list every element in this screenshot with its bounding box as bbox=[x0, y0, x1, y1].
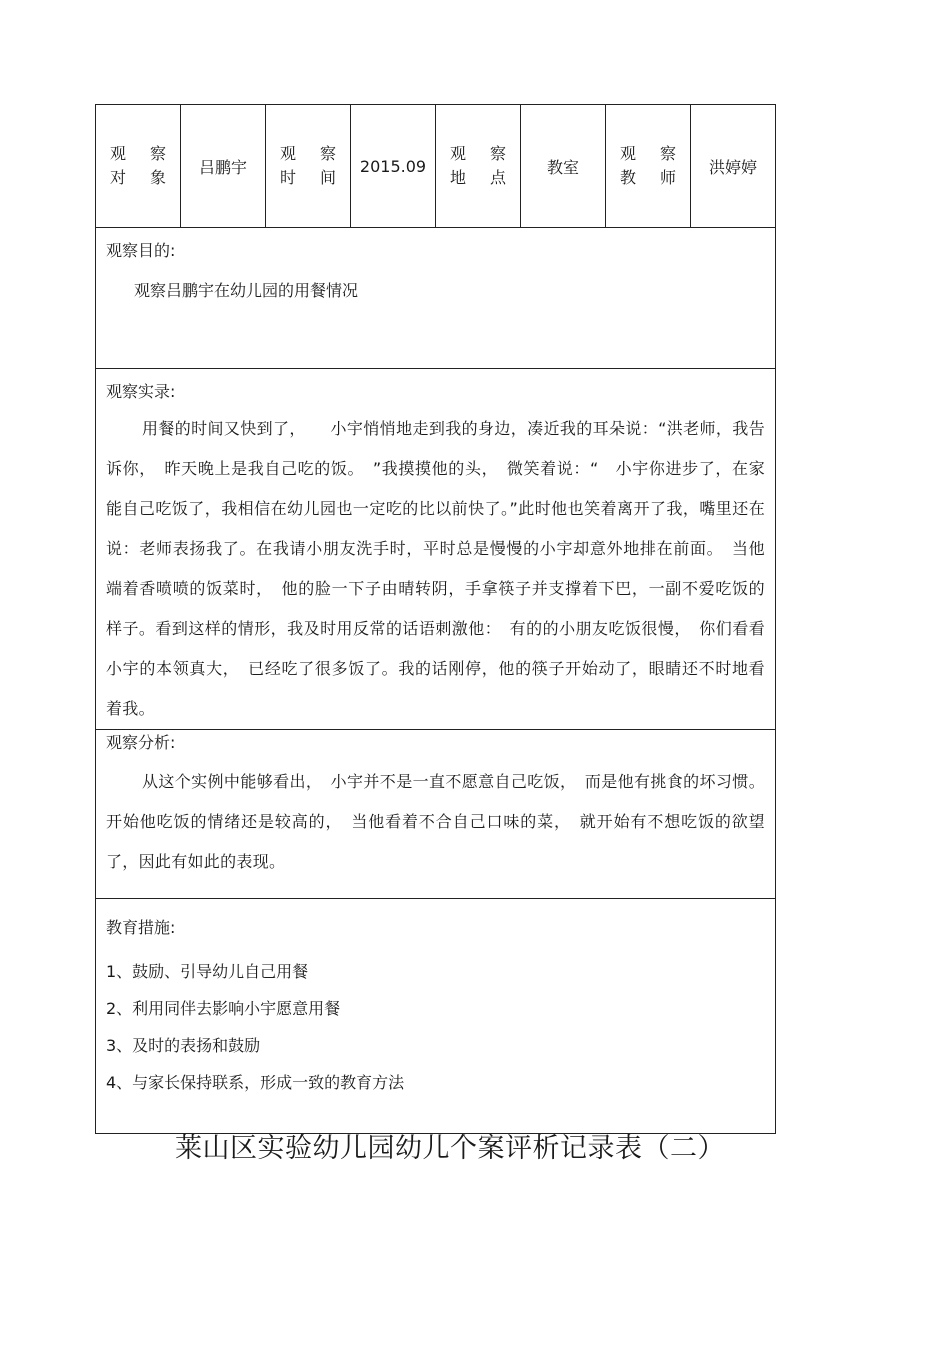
subject-label-char: 观 bbox=[110, 144, 127, 163]
teacher-label-char: 师 bbox=[659, 168, 676, 187]
record-row bbox=[96, 369, 776, 730]
case-record-table bbox=[95, 104, 776, 1134]
measures-title: 教育措施: bbox=[106, 918, 176, 937]
measures-section bbox=[96, 899, 776, 1134]
place-label-char: 点 bbox=[489, 168, 506, 187]
place-label-char: 观 bbox=[450, 144, 467, 163]
subject-label bbox=[110, 142, 166, 190]
teacher-value: 洪婷婷 bbox=[691, 105, 776, 228]
place-label-cell bbox=[436, 105, 521, 228]
time-label-char: 察 bbox=[319, 144, 336, 163]
analysis-row bbox=[96, 730, 776, 899]
place-label-char: 察 bbox=[489, 144, 506, 163]
time-label-cell bbox=[266, 105, 351, 228]
teacher-label-cell bbox=[606, 105, 691, 228]
measure-item: 4、与家长保持联系，形成一致的教育方法 bbox=[106, 1073, 405, 1092]
time-label-char: 间 bbox=[319, 168, 336, 187]
measure-item: 2、利用同伴去影响小宇愿意用餐 bbox=[106, 999, 341, 1018]
analysis-title: 观察分析: bbox=[106, 733, 176, 752]
subject-label-char: 对 bbox=[110, 168, 127, 187]
analysis-section bbox=[96, 730, 776, 899]
document-title: 莱山区实验幼儿园幼儿个案评析记录表（二） bbox=[175, 1133, 725, 1164]
record-title: 观察实录: bbox=[106, 382, 176, 401]
record-body: 用餐的时间又快到了， 小宇悄悄地走到我的身边，凑近我的耳朵说：“洪老师，我告诉你， 昨天晚上是我自己吃的饭。 ”我摸摸他的头， 微笑着说：“ 小宇你进步了，在家能自己吃饭了，我相信在幼儿园也一定吃的比以前快了。”此时他也笑着离开了我，嘴里还在说：老师表扬我了。在我请小朋友洗手时，平时总是慢慢的小宇却意外地排在前面。 当他端着香喷喷的饭菜时， 他的脸一下子由晴转阴，手拿筷子并支撑着下巴，一副不爱吃饭的样子。看到这样的情形，我及时用反常的话语刺激他： 有的的小朋友吃饭很慢， 你们看看小宇的本领真大， 已经吃了很多饭了。我的话刚停，他的筷子开始动了，眼睛还不时地看着我。 bbox=[106, 419, 765, 718]
analysis-body: 从这个实例中能够看出， 小宇并不是一直不愿意自己吃饭， 而是他有挑食的坏习惯。开始他吃饭的情绪还是较高的， 当他看着不合自己口味的菜， 就开始有不想吃饭的欲望了，因此有如此的表现。 bbox=[106, 772, 765, 871]
measures-list bbox=[106, 953, 765, 1101]
time-label bbox=[280, 142, 336, 190]
time-value: 2015.09 bbox=[351, 105, 436, 228]
purpose-section bbox=[96, 228, 776, 369]
measure-item: 3、及时的表扬和鼓励 bbox=[106, 1036, 261, 1055]
place-label-char: 地 bbox=[450, 168, 467, 187]
subject-value: 吕鹏宇 bbox=[181, 105, 266, 228]
teacher-label-char: 察 bbox=[659, 144, 676, 163]
measure-item: 1、鼓励、引导幼儿自己用餐 bbox=[106, 962, 309, 981]
time-label-char: 观 bbox=[280, 144, 297, 163]
subject-label-cell bbox=[96, 105, 181, 228]
measures-row bbox=[96, 899, 776, 1134]
place-value: 教室 bbox=[521, 105, 606, 228]
teacher-label-char: 观 bbox=[620, 144, 637, 163]
record-section bbox=[96, 369, 776, 730]
teacher-label-char: 教 bbox=[620, 168, 637, 187]
place-label bbox=[450, 142, 506, 190]
purpose-body: 观察吕鹏宇在幼儿园的用餐情况 bbox=[134, 281, 359, 300]
subject-label-char: 察 bbox=[149, 144, 166, 163]
subject-label-char: 象 bbox=[149, 168, 166, 187]
header-row bbox=[96, 105, 776, 228]
purpose-row bbox=[96, 228, 776, 369]
purpose-title: 观察目的: bbox=[106, 241, 176, 260]
time-label-char: 时 bbox=[280, 168, 297, 187]
teacher-label bbox=[620, 142, 676, 190]
